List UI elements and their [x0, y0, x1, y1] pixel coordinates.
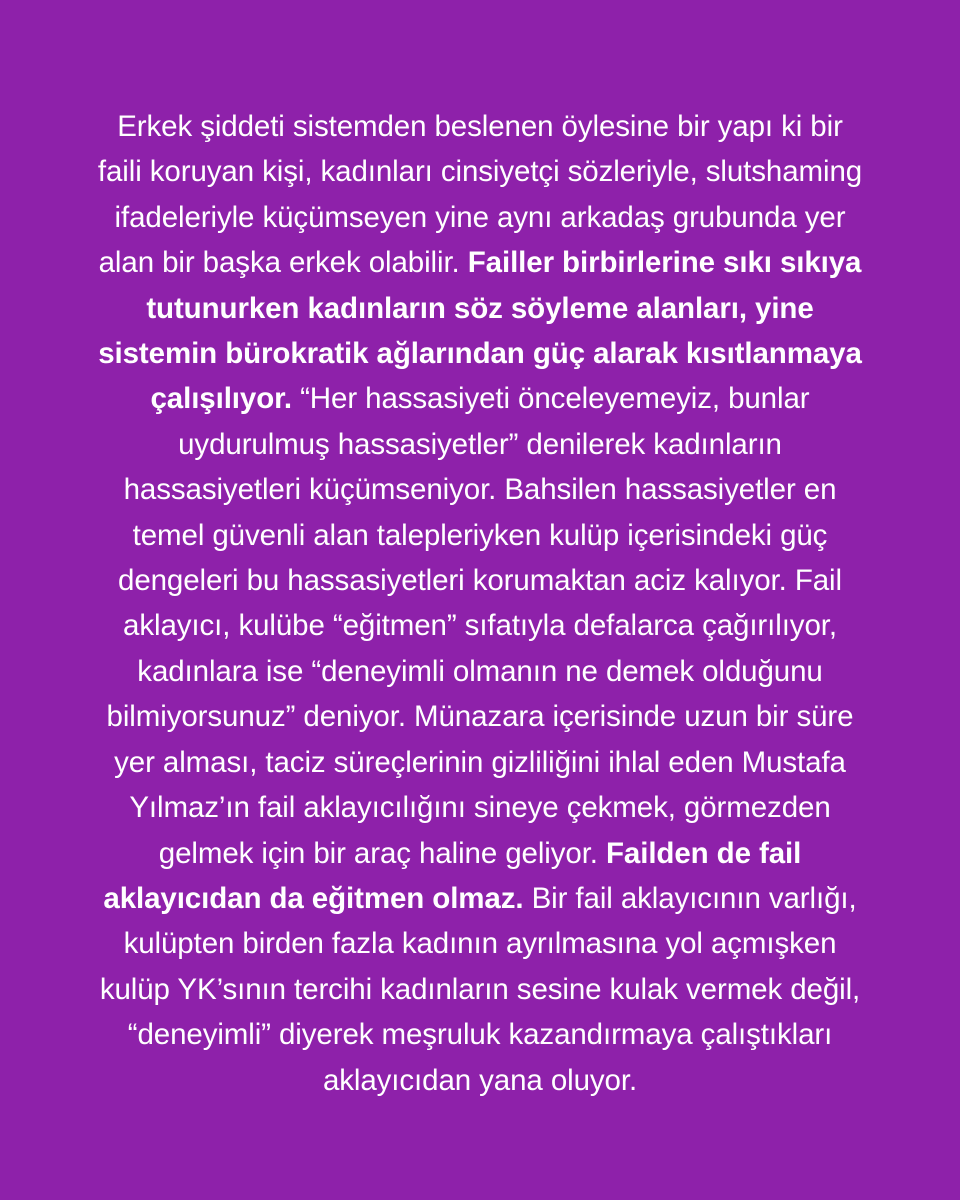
bold-text-segment: sistemin bürokratik ağlarından güç alarak kısıtlanmaya	[98, 337, 862, 371]
text-line	[50, 921, 910, 966]
text-segment: hassasiyetleri küçümseniyor. Bahsilen hassasiyetler en	[123, 473, 837, 507]
text-segment: bilmiyorsunuz” deniyor. Münazara içerisinde uzun bir süre	[106, 700, 854, 734]
text-line	[50, 104, 910, 149]
text-line	[50, 195, 910, 240]
text-segment: dengeleri bu hassasiyetleri korumaktan aciz kalıyor. Fail	[118, 564, 842, 598]
text-line	[50, 740, 910, 785]
text-line	[50, 513, 910, 558]
text-line	[50, 649, 910, 694]
text-line	[50, 240, 910, 285]
text-line	[50, 831, 910, 876]
text-line	[50, 286, 910, 331]
text-line	[50, 967, 910, 1012]
text-segment: “Her hassasiyeti önceleyemeyiz, bunlar	[291, 382, 810, 416]
text-segment: alan bir başka erkek olabilir.	[98, 246, 468, 280]
text-segment: Bir fail aklayıcının varlığı,	[523, 881, 857, 915]
text-segment: gelmek için bir araç haline geliyor.	[158, 836, 606, 870]
text-segment: yer alması, taciz süreçlerinin gizliliğini ihlal eden Mustafa	[114, 745, 846, 779]
bold-text-segment: çalışılıyor.	[150, 382, 292, 416]
text-segment: ifadeleriyle küçümseyen yine aynı arkadaş grubunda yer	[114, 200, 846, 234]
text-line	[50, 1012, 910, 1057]
text-line	[50, 785, 910, 830]
text-segment: Erkek şiddeti sistemden beslenen öylesine bir yapı ki bir	[117, 110, 843, 143]
text-line	[50, 1058, 910, 1103]
text-segment: kulüpten birden fazla kadının ayrılmasına yol açmışken	[123, 927, 837, 961]
text-line	[50, 149, 910, 194]
bold-text-segment: aklayıcıdan da eğitmen olmaz.	[103, 881, 524, 915]
text-line	[50, 376, 910, 421]
bold-text-segment: Failler birbirlerine sıkı sıkıya	[467, 246, 862, 280]
text-segment: aklayıcı, kulübe “eğitmen” sıfatıyla defalarca çağırılıyor,	[123, 609, 837, 643]
text-line	[50, 694, 910, 739]
text-segment: uydurulmuş hassasiyetler” denilerek kadınların	[178, 427, 782, 461]
text-segment: aklayıcıdan yana oluyor.	[322, 1063, 638, 1097]
text-line	[50, 876, 910, 921]
text-segment: temel güvenli alan talepleriyken kulüp içerisindeki güç	[132, 518, 828, 552]
bold-text-segment: tutunurken kadınların söz söyleme alanları, yine	[146, 291, 814, 325]
text-line	[50, 467, 910, 512]
text-segment: faili koruyan kişi, kadınları cinsiyetçi sözleriyle, slutshaming	[97, 155, 863, 189]
text-segment: Yılmaz’ın fail aklayıcılığını sineye çekmek, görmezden	[129, 791, 831, 825]
body-paragraph	[50, 104, 910, 1103]
text-line	[50, 422, 910, 467]
text-segment: kulüp YK’sının tercihi kadınların sesine kulak vermek değil,	[99, 972, 861, 1006]
text-segment: “deneyimli” diyerek meşruluk kazandırmaya çalıştıkları	[127, 1018, 833, 1052]
text-segment: kadınlara ise “deneyimli olmanın ne demek olduğunu	[137, 654, 823, 688]
text-line	[50, 558, 910, 603]
text-line	[50, 603, 910, 648]
bold-text-segment: Failden de fail	[606, 836, 802, 870]
text-line	[50, 331, 910, 376]
